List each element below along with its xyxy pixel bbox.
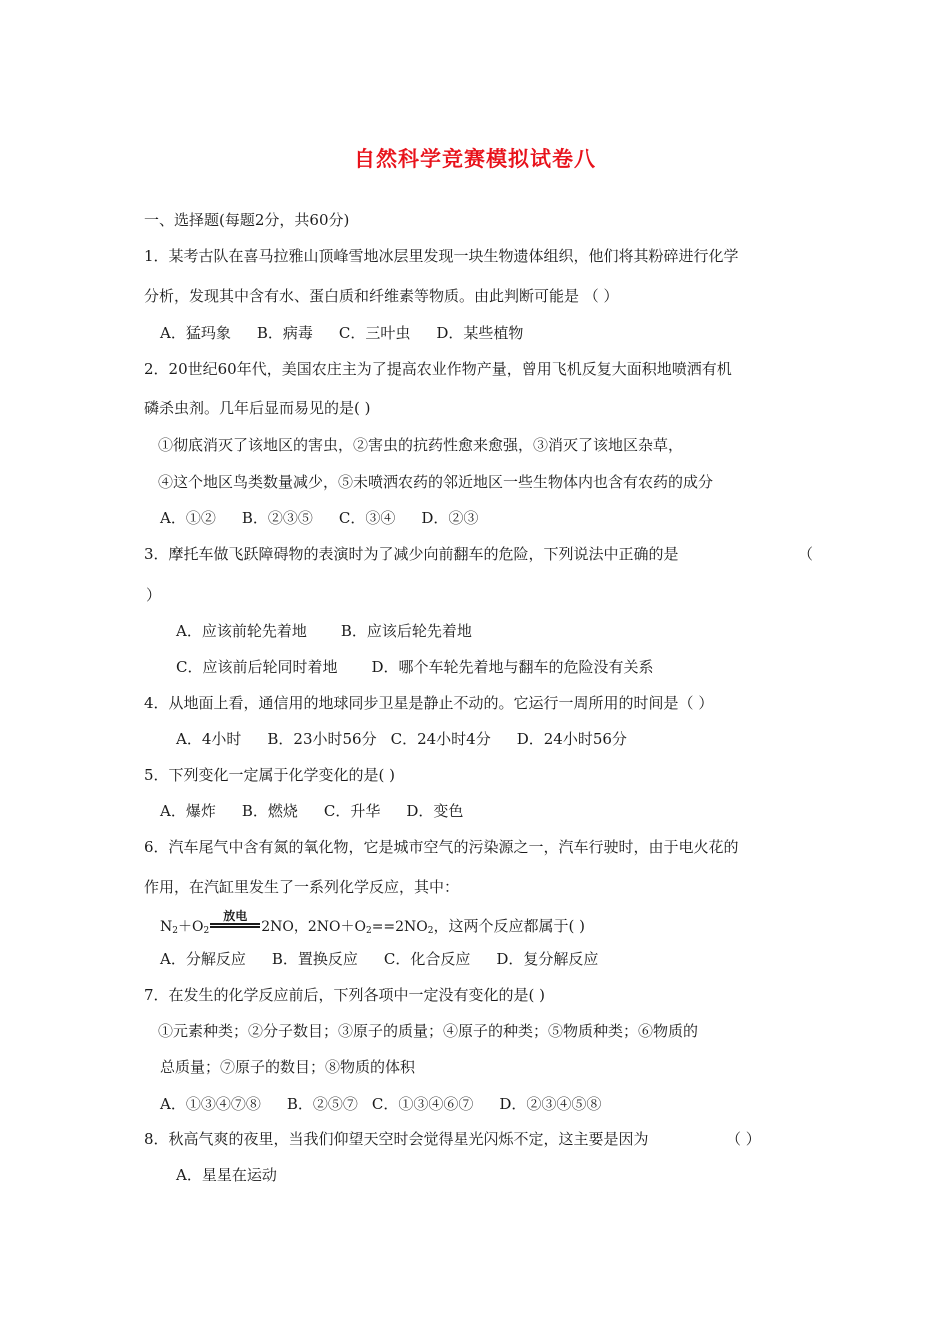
q3-paren-close: ） (146, 586, 162, 604)
arrow-label: 放电 (223, 909, 248, 923)
q5-option-c: C．升华 (323, 802, 381, 820)
q4-options (176, 729, 627, 749)
q8-stem-line1: 8．秋高气爽的夜里，当我们仰望天空时会觉得星光闪烁不定，这主要是因为 (144, 1130, 649, 1148)
q7-stem-line1: 7．在发生的化学反应前后，下列各项中一定没有变化的是( ) (144, 986, 546, 1004)
q3-options-row1 (176, 621, 472, 641)
q6-options (160, 949, 598, 969)
q3-option-b: B．应该后轮先着地 (340, 622, 472, 640)
q3-option-c: C．应该前后轮同时着地 (176, 658, 338, 676)
q2-option-d: D．②③ (421, 509, 479, 527)
eq-o-sub2: 2 (365, 926, 372, 936)
q3-options-row2 (176, 657, 654, 677)
q2-options (160, 508, 478, 528)
q3-paren-open: （ (798, 545, 814, 563)
q1-stem-line2: 分析，发现其中含有水、蛋白质和纤维素等物质。由此判断可能是 （ ） (144, 287, 619, 305)
q7-item-line1: ①元素种类；②分子数目；③原子的质量；④原子的种类；⑤物质种类；⑥物质的 (158, 1022, 699, 1040)
exam-title: 自然科学竞赛模拟试卷八 (354, 146, 596, 171)
q1-option-d: D．某些植物 (436, 324, 524, 342)
q7-option-d: D．②③④⑤⑧ (499, 1095, 602, 1113)
q1-option-a: A．猛玛象 (160, 324, 231, 342)
q3-option-d: D．哪个车轮先着地与翻车的危险没有关系 (371, 658, 654, 676)
eq-rest2: ==2NO (371, 919, 428, 935)
q6-option-c: C．化合反应 (383, 950, 471, 968)
q7-options (160, 1094, 601, 1114)
q6-equation (160, 909, 586, 941)
q6-stem-line2: 作用，在汽缸里发生了一系列化学反应，其中： (144, 878, 460, 896)
q4-stem-line1: 4．从地面上看，通信用的地球同步卫星是静止不动的。它运行一周所用的时间是（ ） (144, 694, 714, 712)
q1-options (160, 323, 523, 343)
eq-n: N (160, 919, 173, 935)
q5-option-a: A．爆炸 (160, 802, 216, 820)
eq-plus-o: ＋O (177, 919, 204, 935)
q4-option-c: C．24小时4分 (390, 730, 491, 748)
q4-option-b: B．23小时56分 (267, 730, 377, 748)
q1-option-c: C．三叶虫 (338, 324, 411, 342)
eq-n-sub: 2 (172, 926, 178, 936)
eq-o-sub: 2 (203, 926, 210, 936)
q3-option-a: A．应该前轮先着地 (176, 622, 307, 640)
q6-stem-line1: 6．汽车尾气中含有氮的氧化物，它是城市空气的污染源之一，汽车行驶时，由于电火花的 (144, 838, 739, 856)
q1-option-b: B．病毒 (256, 324, 313, 342)
q3-stem-line1: 3．摩托车做飞跃障碍物的表演时为了减少向前翻车的危险，下列说法中正确的是 (144, 545, 679, 563)
section-heading: 一、选择题(每题2分，共60分) (144, 211, 350, 229)
q2-option-c: C．③④ (338, 509, 396, 527)
q8-option-a: A．星星在运动 (176, 1166, 277, 1184)
q7-option-a: A．①③④⑦⑧ (160, 1095, 261, 1113)
q7-item-line2: 总质量；⑦原子的数目；⑧物质的体积 (160, 1058, 416, 1076)
q5-option-b: B．燃烧 (241, 802, 298, 820)
q2-option-a: A．①② (160, 509, 216, 527)
reaction-condition-arrow (210, 909, 260, 936)
q1-stem-line1: 1．某考古队在喜马拉雅山顶峰雪地冰层里发现一块生物遗体组织，他们将其粉碎进行化学 (144, 247, 739, 265)
q2-stem-line1: 2．20世纪60年代，美国农庄主为了提高农业作物产量，曾用飞机反复大面积地喷洒有机 (144, 360, 732, 378)
q5-option-d: D．变色 (406, 802, 464, 820)
q5-stem-line1: 5．下列变化一定属于化学变化的是( ) (144, 766, 396, 784)
q4-option-a: A．4小时 (176, 730, 242, 748)
q6-option-b: B．置换反应 (271, 950, 358, 968)
q7-option-b: B．②⑤⑦ (286, 1095, 358, 1113)
q6-option-d: D．复分解反应 (496, 950, 599, 968)
q2-item-line1: ①彻底消灭了该地区的害虫，②害虫的抗药性愈来愈强，③消灭了该地区杂草， (158, 436, 684, 454)
q2-stem-line2: 磷杀虫剂。几年后显而易见的是( ) (144, 399, 371, 417)
q2-option-b: B．②③⑤ (241, 509, 313, 527)
arrow-bar-top (210, 923, 260, 925)
q6-option-a: A．分解反应 (160, 950, 246, 968)
q7-option-c: C．①③④⑥⑦ (371, 1095, 474, 1113)
eq-rest1: 2NO，2NO＋O (261, 919, 366, 935)
eq-no2-sub: 2 (427, 926, 434, 936)
q2-item-line2: ④这个地区鸟类数量减少，⑤未喷洒农药的邻近地区一些生物体内也含有农药的成分 (158, 473, 714, 491)
q5-options (160, 801, 463, 821)
eq-tail: ，这两个反应都属于( ) (433, 917, 586, 935)
q8-paren: （ ） (726, 1130, 761, 1148)
q4-option-d: D．24小时56分 (516, 730, 627, 748)
arrow-bar-bottom (210, 926, 260, 928)
